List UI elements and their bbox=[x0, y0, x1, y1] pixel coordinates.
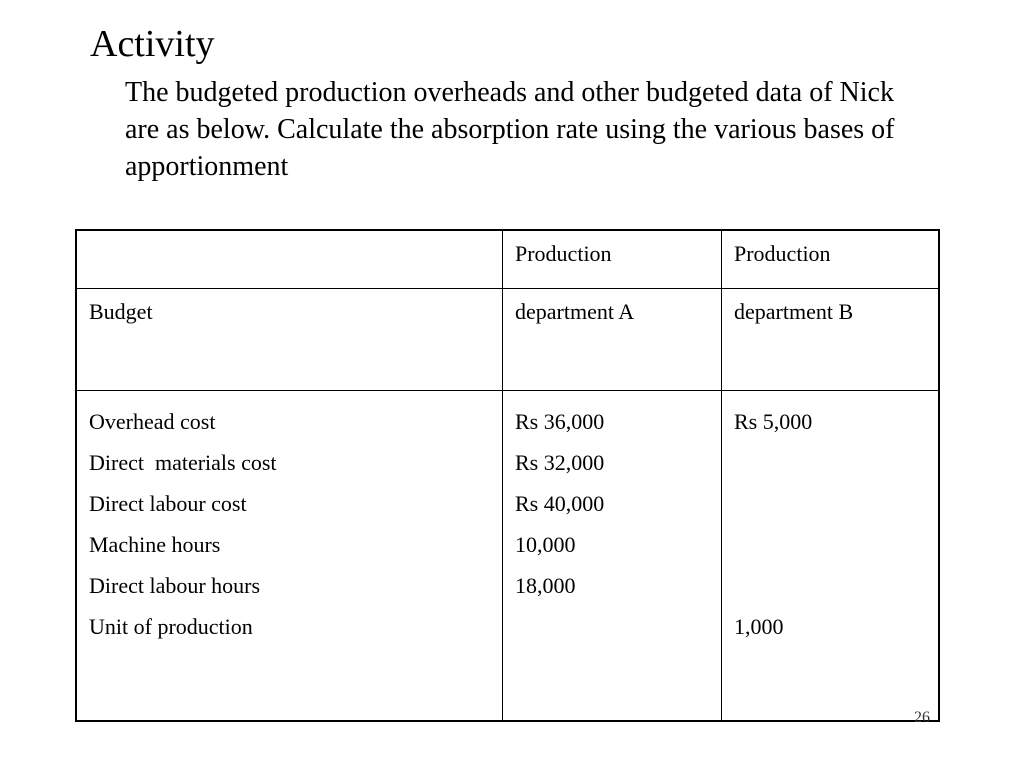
header-cell bbox=[76, 230, 503, 288]
table-cell: 18,000 bbox=[515, 572, 576, 598]
table-cell bbox=[734, 565, 926, 606]
budget-table bbox=[75, 229, 940, 722]
table-cell bbox=[734, 483, 926, 524]
table-header-row bbox=[76, 288, 939, 390]
slide-title: Activity bbox=[90, 23, 215, 65]
header-cell: Production bbox=[722, 230, 940, 288]
header-cell: department B bbox=[722, 288, 940, 390]
dept-a-cell bbox=[503, 390, 722, 721]
header-cell: Budget bbox=[76, 288, 503, 390]
table-cell: 10,000 bbox=[515, 531, 576, 557]
dept-b-cell bbox=[722, 390, 940, 721]
table-cell: Rs 40,000 bbox=[515, 490, 605, 516]
table-cell: 1,000 bbox=[734, 613, 784, 639]
table-cell: Direct labour cost bbox=[89, 490, 247, 516]
table-cell bbox=[734, 442, 926, 483]
table-cell: Rs 36,000 bbox=[515, 408, 605, 434]
table-cell: Overhead cost bbox=[89, 408, 216, 434]
table-cell: Direct materials cost bbox=[89, 449, 277, 475]
table-body-row bbox=[76, 390, 939, 721]
page-number: 26 bbox=[914, 709, 930, 726]
table-cell: Rs 5,000 bbox=[734, 408, 813, 434]
table-cell: Rs 32,000 bbox=[515, 449, 605, 475]
table-cell: Unit of production bbox=[89, 613, 253, 639]
header-cell: Production bbox=[503, 230, 722, 288]
intro-text: The budgeted production overheads and other budgeted data of Nick are as below. Calculate the absorption rate using the various bases of apportionment bbox=[125, 77, 895, 182]
table-header-row bbox=[76, 230, 939, 288]
table-cell bbox=[734, 524, 926, 565]
table-cell bbox=[515, 606, 709, 647]
labels-cell bbox=[76, 390, 503, 721]
header-cell: department A bbox=[503, 288, 722, 390]
table-cell: Direct labour hours bbox=[89, 572, 261, 598]
table-cell: Machine hours bbox=[89, 531, 221, 557]
